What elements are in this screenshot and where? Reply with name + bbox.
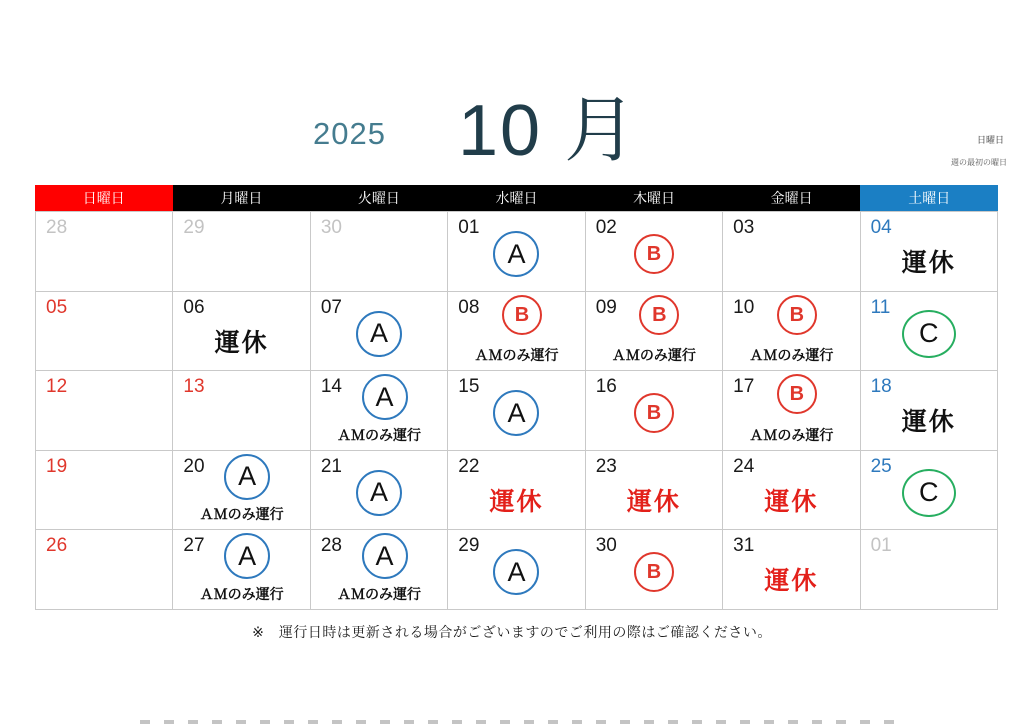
date-number: 31 (733, 535, 755, 556)
date-number: 12 (46, 376, 68, 397)
date-number: 29 (458, 535, 480, 556)
suspended-service-label: 運休 (489, 487, 544, 516)
am-only-service-label: ＡＭのみ運行 (749, 426, 834, 443)
calendar-table (35, 185, 998, 610)
date-number: 22 (458, 455, 480, 477)
date-number: 02 (595, 217, 617, 238)
calendar-cell-14 (311, 371, 448, 451)
service-mark-b-circle-icon: B (777, 374, 817, 414)
calendar-cell-21 (311, 451, 448, 531)
date-number: 16 (595, 376, 617, 397)
am-only-service-label: ＡＭのみ運行 (199, 585, 284, 602)
calendar-cell-07 (311, 292, 448, 372)
date-number: 19 (46, 455, 68, 477)
service-mark-a-circle-icon: A (224, 454, 270, 500)
date-number: 14 (320, 376, 342, 397)
calendar-cell-19 (36, 451, 173, 531)
calendar-cell-09 (586, 292, 723, 372)
am-only-service-label: ＡＭのみ運行 (337, 426, 422, 443)
calendar-cell-29 (173, 212, 310, 292)
am-only-service-label: ＡＭのみ運行 (337, 585, 422, 602)
weekday-header-wednesday: 水曜日 (448, 185, 586, 211)
am-only-service-label: ＡＭのみ運行 (199, 506, 284, 522)
first-day-of-week-value: 日曜日 (976, 135, 1004, 145)
calendar-cell-06 (173, 292, 310, 372)
calendar-cell-04 (861, 212, 998, 292)
calendar-cell-13 (173, 371, 310, 451)
date-number: 04 (870, 217, 892, 238)
weekday-header-friday: 金曜日 (723, 185, 861, 211)
service-mark-c-circle-icon: C (902, 469, 956, 517)
date-number: 28 (320, 535, 342, 556)
calendar-cell-11 (861, 292, 998, 372)
date-number: 21 (320, 455, 342, 477)
suspended-service-label: 運休 (901, 249, 956, 278)
calendar-cell-30 (586, 530, 723, 610)
date-number: 13 (183, 376, 205, 397)
calendar-cell-27 (173, 530, 310, 610)
date-number: 07 (320, 296, 342, 318)
date-number: 01 (458, 217, 480, 238)
calendar-cell-15 (448, 371, 585, 451)
calendar-cell-25 (861, 451, 998, 531)
service-mark-b-circle-icon: B (777, 295, 817, 335)
date-number: 10 (733, 296, 755, 318)
date-number: 30 (595, 535, 617, 556)
service-mark-b-circle-icon: B (634, 552, 674, 592)
date-number: 03 (733, 217, 755, 238)
calendar-cell-17 (723, 371, 860, 451)
calendar-cell-30 (311, 212, 448, 292)
calendar-cell-28 (311, 530, 448, 610)
date-number: 24 (733, 455, 755, 477)
date-number: 29 (183, 217, 205, 238)
date-number: 25 (870, 455, 892, 477)
suspended-service-label: 運休 (214, 328, 269, 357)
service-mark-a-circle-icon: A (224, 533, 270, 579)
calendar-cell-28 (36, 212, 173, 292)
date-number: 23 (595, 455, 617, 477)
date-number: 17 (733, 376, 755, 397)
date-number: 01 (870, 535, 892, 556)
date-number: 28 (46, 217, 68, 238)
date-number: 15 (458, 376, 480, 397)
service-mark-b-circle-icon: B (502, 295, 542, 335)
weekday-header-row (35, 185, 998, 211)
service-mark-a-circle-icon: A (356, 470, 402, 516)
first-day-of-week-label: 週の最初の曜日 (951, 158, 1007, 167)
service-mark-b-circle-icon: B (634, 393, 674, 433)
calendar-cell-26 (36, 530, 173, 610)
weekday-header-tuesday: 火曜日 (310, 185, 448, 211)
weekday-header-saturday: 土曜日 (860, 185, 998, 211)
weekday-header-thursday: 木曜日 (585, 185, 723, 211)
date-number: 06 (183, 296, 205, 318)
am-only-service-label: ＡＭのみ運行 (611, 347, 696, 363)
calendar-cell-24 (723, 451, 860, 531)
calendar-cell-20 (173, 451, 310, 531)
calendar-cell-02 (586, 212, 723, 292)
suspended-service-label: 運休 (764, 567, 819, 596)
calendar-cell-23 (586, 451, 723, 531)
weekday-header-monday: 月曜日 (173, 185, 311, 211)
date-number: 08 (458, 296, 480, 318)
service-mark-c-circle-icon: C (902, 310, 956, 358)
service-mark-a-circle-icon: A (493, 549, 539, 595)
calendar-cell-16 (586, 371, 723, 451)
calendar-cell-22 (448, 451, 585, 531)
calendar-cell-18 (861, 371, 998, 451)
calendar-year: 2025 (313, 116, 386, 151)
date-number: 30 (320, 217, 342, 238)
calendar-cell-29 (448, 530, 585, 610)
date-number: 09 (595, 296, 617, 318)
cutoff-page-edge (140, 720, 900, 724)
service-mark-b-circle-icon: B (639, 295, 679, 335)
calendar-month-title: 10 月 (458, 91, 639, 171)
service-mark-a-circle-icon: A (493, 390, 539, 436)
calendar-cell-01 (861, 530, 998, 610)
service-mark-b-circle-icon: B (634, 234, 674, 274)
date-number: 26 (46, 535, 68, 556)
suspended-service-label: 運休 (764, 487, 819, 516)
service-mark-a-circle-icon: A (356, 311, 402, 357)
service-mark-a-circle-icon: A (362, 533, 408, 579)
date-number: 27 (183, 535, 205, 556)
suspended-service-label: 運休 (901, 408, 956, 437)
service-mark-a-circle-icon: A (493, 231, 539, 277)
date-number: 05 (46, 296, 68, 318)
am-only-service-label: ＡＭのみ運行 (749, 347, 834, 363)
calendar-cell-01 (448, 212, 585, 292)
footer-disclaimer: ※ 運行日時は更新される場合がございますのでご利用の際はご確認ください。 (252, 624, 772, 640)
weekday-header-sunday: 日曜日 (35, 185, 173, 211)
calendar-cell-31 (723, 530, 860, 610)
date-number: 20 (183, 455, 205, 477)
calendar-grid (35, 211, 998, 610)
date-number: 18 (870, 376, 892, 397)
calendar-cell-03 (723, 212, 860, 292)
calendar-cell-10 (723, 292, 860, 372)
am-only-service-label: ＡＭのみ運行 (474, 347, 559, 363)
suspended-service-label: 運休 (626, 487, 681, 516)
date-number: 11 (870, 296, 891, 318)
calendar-cell-12 (36, 371, 173, 451)
calendar-cell-08 (448, 292, 585, 372)
service-mark-a-circle-icon: A (362, 374, 408, 420)
calendar-cell-05 (36, 292, 173, 372)
